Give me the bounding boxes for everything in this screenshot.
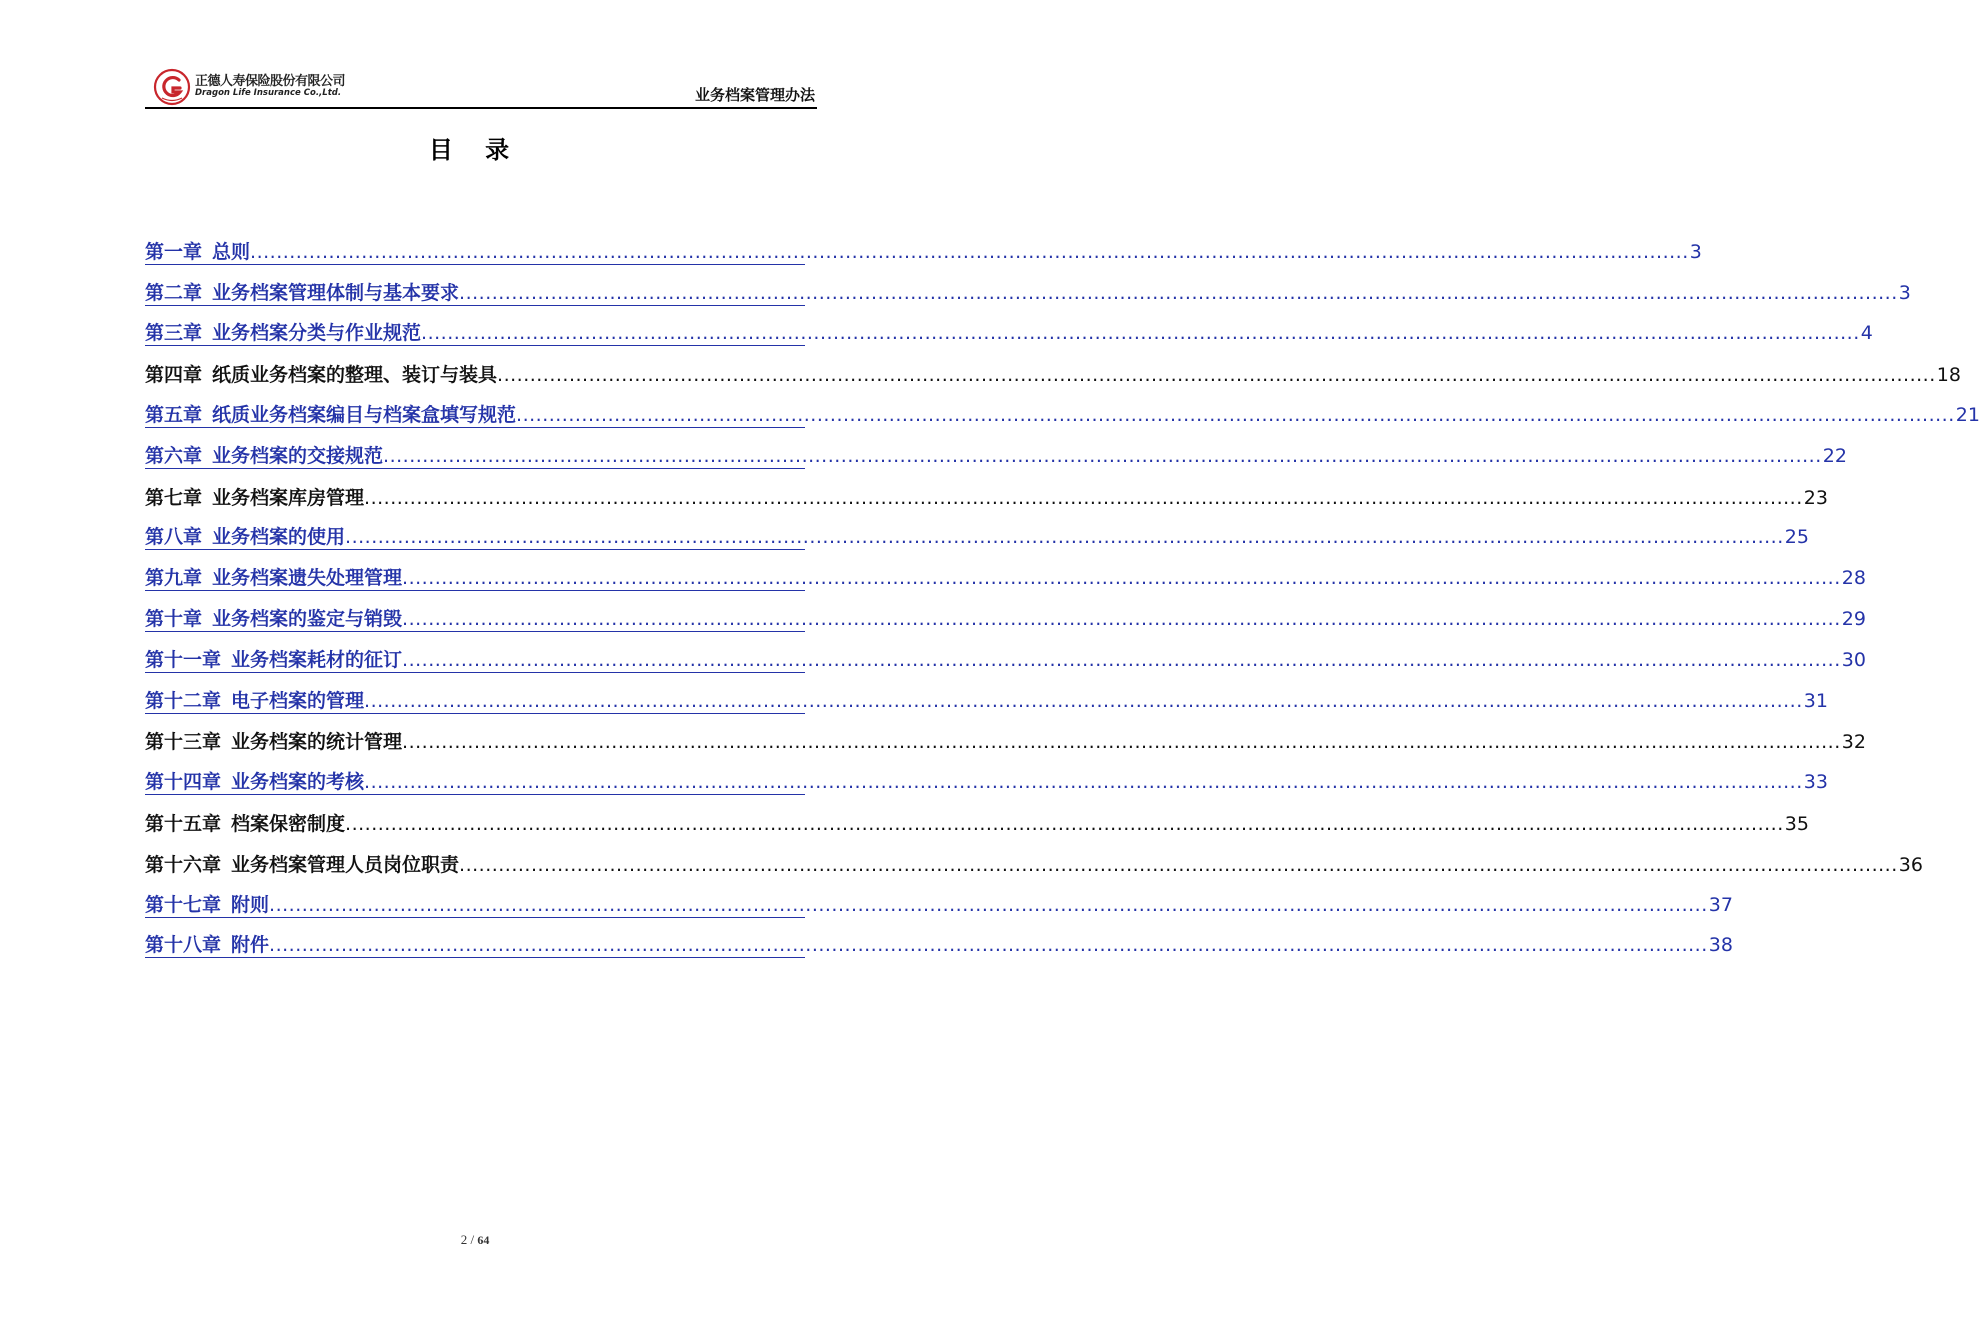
toc-dot-leader: ............................................................................................................................................................................................................................ [250,240,1689,263]
toc-chapter-number: 第六章 [145,444,203,467]
toc-entry[interactable] [145,673,1828,714]
company-name-en: Dragon Life Insurance Co.,Ltd. [195,88,342,98]
toc-dot-leader: ............................................................................................................................................................................................................................ [364,689,1803,712]
toc-entry-label [145,690,364,712]
toc-chapter-title: 业务档案管理人员岗位职责 [231,853,460,876]
toc-chapter-number: 第一章 [145,240,203,263]
toc-dot-leader: ............................................................................................................................................................................................................................ [459,281,1898,304]
current-page-number: 2 [460,1232,468,1247]
toc-dot-leader: ............................................................................................................................................................................................................................ [421,322,1860,345]
toc-entry-label [145,526,345,548]
toc-chapter-title: 附件 [231,934,270,957]
toc-entry[interactable] [145,265,1911,306]
toc-chapter-number: 第十三章 [145,731,222,754]
toc-dot-leader: ............................................................................................................................................................................................................................ [383,444,1822,467]
toc-entry-label [145,445,383,467]
toc-chapter-title: 业务档案的鉴定与销毁 [212,607,403,630]
toc-entry-label [145,894,269,916]
toc-chapter-number: 第四章 [145,364,203,387]
toc-page-number: 38 [1708,934,1733,957]
total-page-count: 64 [477,1233,490,1247]
toc-dot-leader: ............................................................................................................................................................................................................................ [402,731,1841,754]
toc-chapter-title: 纸质业务档案编目与档案盒填写规范 [212,403,517,426]
page-header [145,62,817,108]
table-of-contents [145,224,1980,958]
toc-entry[interactable] [145,632,1866,673]
toc-chapter-number: 第十七章 [145,893,222,916]
toc-chapter-number: 第五章 [145,403,203,426]
toc-chapter-number: 第二章 [145,281,203,304]
toc-entry-label [145,649,402,671]
toc-dot-leader: ............................................................................................................................................................................................................................ [402,567,1841,590]
toc-page-number: 36 [1898,853,1923,876]
toc-entry[interactable] [145,877,1733,918]
toc-entry[interactable] [145,428,1847,469]
company-logo-icon [152,67,192,107]
toc-chapter-title: 总则 [212,240,251,263]
toc-entry[interactable] [145,550,1866,591]
toc-chapter-title: 档案保密制度 [231,812,346,835]
toc-entry-label [145,282,459,304]
toc-chapter-title: 纸质业务档案的整理、装订与装具 [212,364,498,387]
toc-chapter-number: 第十二章 [145,689,222,712]
toc-chapter-title: 业务档案的考核 [231,771,365,794]
toc-page-number: 18 [1936,364,1961,387]
toc-chapter-title: 业务档案库房管理 [212,486,365,509]
toc-page-number: 33 [1803,771,1828,794]
toc-chapter-number: 第八章 [145,526,203,549]
toc-entry-label [145,241,250,263]
toc-dot-leader: ............................................................................................................................................................................................................................ [345,812,1784,835]
toc-entry-label [145,322,421,344]
toc-chapter-title: 业务档案耗材的征订 [231,648,403,671]
toc-entry-label [145,854,459,876]
page-separator: / [470,1232,475,1247]
toc-chapter-title: 业务档案的使用 [212,526,346,549]
toc-dot-leader: ............................................................................................................................................................................................................................ [364,486,1803,509]
document-title: 业务档案管理办法 [694,86,815,104]
toc-dot-leader: ............................................................................................................................................................................................................................ [516,403,1955,426]
toc-chapter-number: 第十六章 [145,853,222,876]
toc-page-number: 37 [1708,893,1733,916]
toc-dot-leader: ............................................................................................................................................................................................................................ [402,607,1841,630]
toc-chapter-number: 第十五章 [145,812,222,835]
toc-entry[interactable] [145,754,1828,795]
toc-entry [145,469,1828,510]
toc-entry-label [145,364,497,386]
toc-entry-label [145,487,364,509]
toc-entry[interactable] [145,387,1980,428]
page-footer [0,1232,950,1248]
toc-entry[interactable] [145,306,1873,347]
toc-page-number: 3 [1898,281,1911,304]
toc-entry[interactable] [145,918,1733,959]
toc-page-number: 23 [1803,486,1828,509]
toc-page-number: 30 [1841,648,1866,671]
toc-entry-label [145,608,402,630]
toc-entry [145,346,1961,387]
toc-chapter-title: 电子档案的管理 [231,689,365,712]
header-divider [145,107,817,109]
toc-page-number: 29 [1841,607,1866,630]
toc-dot-leader: ............................................................................................................................................................................................................................ [497,364,1936,387]
toc-chapter-number: 第十一章 [145,648,222,671]
toc-entry-label [145,813,345,835]
toc-entry-label [145,934,269,956]
toc-title: 目 录 [428,136,522,164]
toc-page-number: 22 [1822,444,1847,467]
toc-chapter-number: 第十章 [145,607,203,630]
toc-chapter-title: 业务档案遗失处理管理 [212,567,403,590]
toc-chapter-number: 第九章 [145,567,203,590]
toc-chapter-number: 第十四章 [145,771,222,794]
company-name-zh: 正德人寿保险股份有限公司 [195,74,346,89]
toc-dot-leader: ............................................................................................................................................................................................................................ [345,526,1784,549]
toc-page-number: 25 [1784,526,1809,549]
toc-entry [145,795,1809,836]
toc-entry-label [145,731,402,753]
toc-dot-leader: ............................................................................................................................................................................................................................ [364,771,1803,794]
toc-chapter-title: 业务档案管理体制与基本要求 [212,281,460,304]
toc-page-number: 3 [1689,240,1702,263]
toc-entry-label [145,771,364,793]
toc-entry-label [145,567,402,589]
toc-chapter-title: 业务档案分类与作业规范 [212,322,422,345]
toc-page-number: 35 [1784,812,1809,835]
toc-page-number: 32 [1841,731,1866,754]
toc-entry [145,836,1923,877]
toc-page-number: 4 [1860,322,1873,345]
toc-chapter-number: 第三章 [145,322,203,345]
toc-page-number: 21 [1955,403,1980,426]
toc-entry[interactable] [145,591,1866,632]
toc-dot-leader: ............................................................................................................................................................................................................................ [459,853,1898,876]
toc-chapter-title: 业务档案的交接规范 [212,444,384,467]
toc-entry [145,714,1866,755]
toc-dot-leader: ............................................................................................................................................................................................................................ [269,934,1708,957]
toc-chapter-number: 第十八章 [145,934,222,957]
toc-dot-leader: ............................................................................................................................................................................................................................ [269,893,1708,916]
toc-page-number: 28 [1841,567,1866,590]
toc-dot-leader: ............................................................................................................................................................................................................................ [402,648,1841,671]
toc-entry-label [145,404,516,426]
toc-entry[interactable] [145,510,1809,551]
toc-entry[interactable] [145,224,1702,265]
toc-chapter-title: 附则 [231,893,270,916]
toc-chapter-number: 第七章 [145,486,203,509]
toc-chapter-title: 业务档案的统计管理 [231,731,403,754]
toc-page-number: 31 [1803,689,1828,712]
